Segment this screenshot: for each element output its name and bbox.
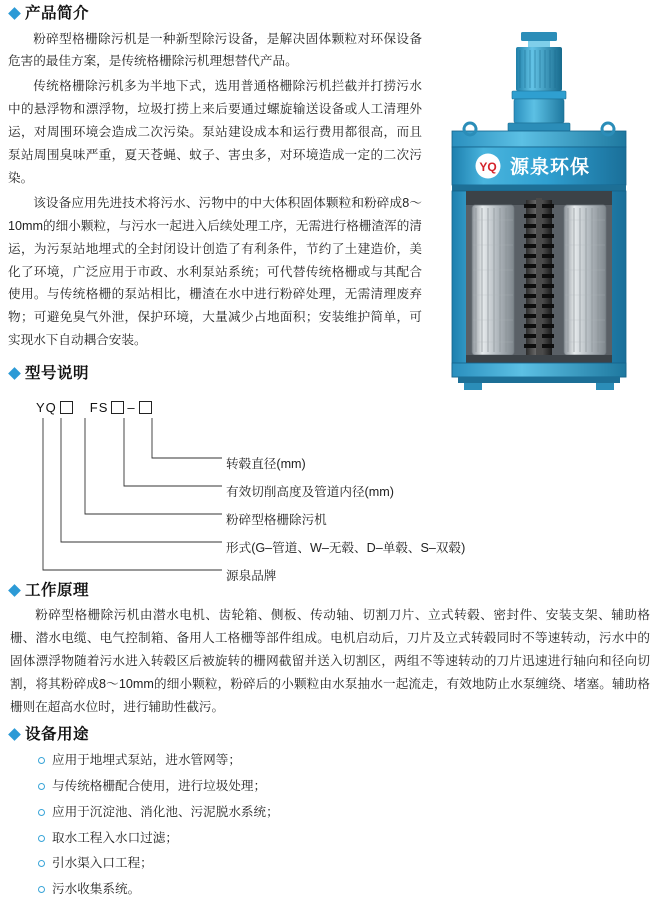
section-title-usage: 设备用途 — [25, 725, 90, 743]
list-item: 与传统格栅配合使用，进行垃圾处理； — [38, 774, 652, 800]
diamond-bullet-icon — [8, 368, 21, 381]
diamond-bullet-icon — [8, 728, 21, 741]
diamond-bullet-icon — [8, 584, 21, 597]
section-header-intro — [10, 6, 652, 22]
machine-illustration — [428, 30, 650, 402]
intro-paragraph-2: 传统格栅除污机多为半地下式，选用普通格栅除污机拦截并打捞污水中的悬浮物和漂浮物，垃圾打捞上来后要通过螺旋输送设备或人工清理外运，对周围环境会造成二次污染。泵站建设成本和运行费用都很高，而且泵站周围臭味严重，夏天苍蝇、蚊子、害虫多，对环境造成一定的二次污染。 — [8, 79, 422, 185]
section-title-model: 型号说明 — [25, 365, 90, 383]
intro-paragraph-1: 粉碎型格栅除污机是一种新型除污设备，是解决固体颗粒对环保设备危害的最佳方案，是传统格栅除污机理想替代产品。 — [8, 31, 422, 69]
model-label-2: 粉碎型格栅除污机 — [226, 512, 327, 527]
model-label-3: 形式(G–管道、W–无毂、D–单毂、S–双毂) — [226, 540, 466, 555]
list-item: 应用于地埋式泵站，进水管网等； — [38, 748, 652, 774]
principle-text — [10, 604, 650, 719]
intro-paragraph-3: 该设备应用先进技术将污水、污物中的中大体积固体颗粒和粉碎成8～10mm的细小颗粒，与污水一起进入后续处理工序，无需进行格栅渣浑的清运，为污泵站地埋式的全封闭设计创造了有利条件，节约了土建造价，美化了环境，广泛应用于市政、水利泵站系统；可代替传统格栅或与其配合使用。与传统格栅的泵站相比，栅渣在水中进行粉碎处理，无需清理废弃物；可避免臭气外泄，保护环境，大量减少占地面积；安装维护简单，可实现水下自动耦合安装。 — [8, 195, 422, 348]
section-header-principle — [10, 583, 652, 599]
brand-logo-text: YQ — [479, 159, 497, 174]
model-code-mid: FS — [89, 399, 109, 415]
section-header-usage — [10, 727, 652, 743]
section-title-principle: 工作原理 — [25, 581, 90, 599]
list-item: 应用于沉淀池、消化池、污泥脱水系统； — [38, 800, 652, 826]
list-item: 污水收集系统。 — [38, 877, 652, 903]
diamond-bullet-icon — [8, 7, 21, 20]
model-code-dash: – — [127, 399, 136, 415]
intro-text — [8, 28, 422, 353]
list-item: 取水工程入水口过滤； — [38, 826, 652, 852]
principle-paragraph: 粉碎型格栅除污机由潜水电机、齿轮箱、侧板、传动轴、切割刀片、立式转毂、密封件、安装支架、辅助格栅、潜水电缆、电气控制箱、备用人工格栅等部件组成。电机启动后，刀片及立式转毂同时不等速转动，污水中的固体漂浮物随着污水进入转毂区后被旋转的栅网截留并送入切割区，两组不等速转动的刀片迅速进行轴向和径向切割，将其粉碎成8～10mm的细小颗粒，粉碎后的小颗粒由水泵抽水一起流走，有效地防止水泵缠绕、堵塞。辅助格栅则在超高水位时，进行辅助性截污。 — [10, 608, 650, 714]
model-label-1: 有效切削高度及管道内径(mm) — [226, 484, 394, 499]
intro-block — [8, 28, 652, 353]
spacer — [8, 719, 652, 727]
model-label-4: 源泉品牌 — [226, 568, 277, 583]
section-title-intro: 产品简介 — [25, 5, 90, 22]
model-code-prefix: YQ — [36, 399, 57, 415]
usage-list — [8, 748, 652, 903]
list-item: 引水渠入口工程； — [38, 851, 652, 877]
model-designation-diagram — [8, 388, 652, 583]
brand-name-text: 源泉环保 — [510, 156, 591, 178]
product-photo — [428, 30, 650, 402]
model-label-0: 转毂直径(mm) — [226, 456, 306, 471]
